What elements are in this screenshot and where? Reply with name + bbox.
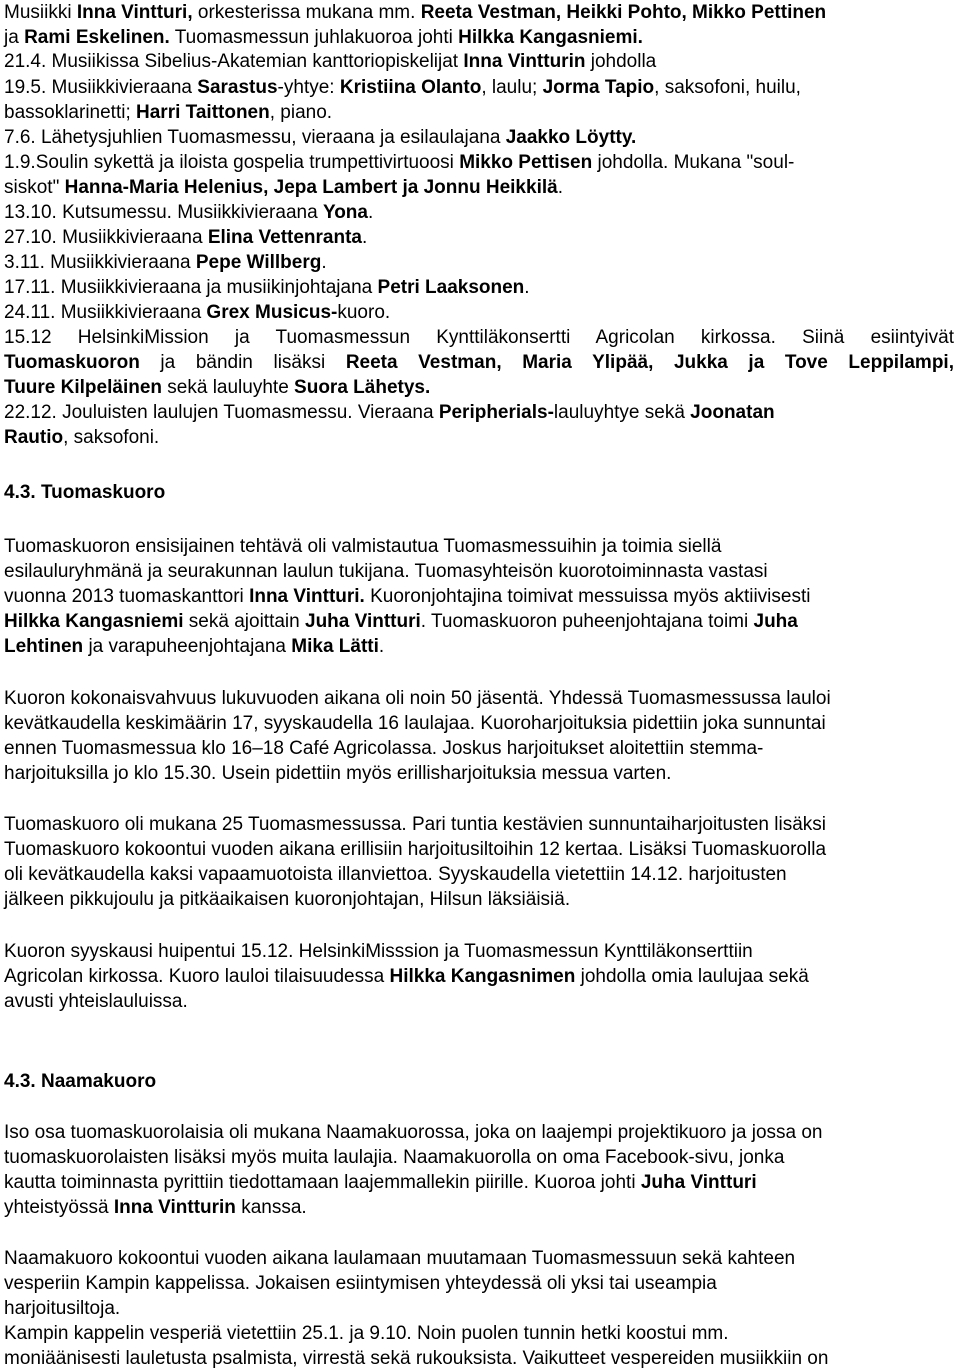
bold-text-run: Reeta Vestman, Heikki Pohto, Mikko Pettinen	[420, 2, 827, 23]
line-28	[4, 762, 671, 786]
text-run: esilauluryhmänä ja seurakunnan laulun tukijana. Tuomasyhteisön kuorotoiminnasta vastasi	[4, 561, 768, 582]
bold-text-run: Sarastus	[197, 77, 278, 98]
bold-text-run: Joonatan	[690, 402, 775, 423]
text-run: 3.11. Musiikkivieraana	[4, 252, 196, 273]
text-run: 4.3. Naamakuoro	[4, 1071, 157, 1092]
text-run: , saksofoni, huilu,	[654, 77, 801, 98]
line-43	[4, 1297, 120, 1321]
line-7	[4, 151, 794, 175]
text-run: kautta toiminnasta pyrittiin tiedottamaan laajemmallekin piirille. Kuoroa johti	[4, 1172, 641, 1193]
bold-text-run: Suora Lähetys.	[294, 377, 431, 398]
text-run: sekä lauluyhte	[162, 377, 295, 398]
bold-text-run: Rami Eskelinen.	[24, 27, 170, 48]
text-run: sekä ajoittain	[183, 611, 305, 632]
text-run: .	[524, 277, 530, 298]
line-12	[4, 276, 530, 300]
bold-text-run: Lehtinen	[4, 636, 84, 657]
text-run: kevätkaudella keskimäärin 17, syyskaudella 16 laulajaa. Kuoroharjoituksia pidettiin joka sunnuntai	[4, 713, 826, 734]
line-42	[4, 1272, 717, 1296]
line-17	[4, 401, 775, 425]
bold-text-run: Harri Taittonen	[136, 102, 270, 123]
text-run: Musiikki	[4, 2, 77, 23]
line-25	[4, 687, 831, 711]
text-run: 15.12 HelsinkiMission ja Tuomasmessun Kynttiläkonsertti Agricolan kirkossa. Siinä esiintyivät	[4, 327, 954, 348]
text-run: 17.11. Musiikkivieraana ja musiikinjohtajana	[4, 277, 378, 298]
line-34	[4, 965, 809, 989]
bold-text-run: Mika Lätti	[291, 636, 379, 657]
bold-text-run: Rautio	[4, 427, 64, 448]
line-29	[4, 813, 826, 837]
line-13	[4, 301, 390, 325]
bold-text-run: Inna Vintturin	[113, 1197, 236, 1218]
line-18	[4, 426, 159, 450]
line-44	[4, 1322, 729, 1346]
bold-text-run: Hilkka Kangasniemi.	[458, 27, 643, 48]
text-run: 21.4. Musiikissa Sibelius-Akatemian kanttoriopiskelijat	[4, 51, 464, 72]
bold-text-run: Tuure Kilpeläinen	[4, 377, 163, 398]
text-run: johdolla. Mukana "soul-	[592, 152, 795, 173]
bold-text-run: Kristiina Olanto	[339, 77, 482, 98]
text-run: 1.9.Soulin sykettä ja iloista gospelia trumpettivirtuoosi	[4, 152, 460, 173]
bold-text-run: Mikko Pettisen	[459, 152, 593, 173]
line-11	[4, 251, 327, 275]
line-45	[4, 1347, 828, 1371]
line-15	[4, 351, 954, 375]
text-run: avusti yhteislauluissa.	[4, 991, 188, 1012]
text-run: kanssa.	[235, 1197, 307, 1218]
line-14	[4, 326, 954, 350]
bold-text-run: Tuomaskuoron	[4, 352, 140, 373]
bold-text-run: Petri Laaksonen	[377, 277, 525, 298]
text-run: , saksofoni.	[63, 427, 160, 448]
line-5	[4, 101, 332, 125]
text-run: ja	[4, 27, 25, 48]
text-run: .	[557, 177, 563, 198]
text-run: Kuoron kokonaisvahvuus lukuvuoden aikana oli noin 50 jäsentä. Yhdessä Tuomasmessussa lauloi	[4, 688, 831, 709]
bold-text-run: Juha Vintturi	[305, 611, 421, 632]
text-run: harjoituksilla jo klo 15.30. Usein pidettiin myös erillisharjoituksia messua varten.	[4, 763, 672, 784]
line-16	[4, 376, 430, 400]
text-run: orkesterissa mukana mm.	[192, 2, 421, 23]
line-8	[4, 176, 563, 200]
line-39	[4, 1171, 757, 1195]
text-run: bassoklarinetti;	[4, 102, 137, 123]
text-run: yhteistyössä	[4, 1197, 114, 1218]
text-run: vuonna 2013 tuomaskanttori	[4, 586, 250, 607]
line-21	[4, 560, 768, 584]
text-run: harjoitusiltoja.	[4, 1298, 121, 1319]
bold-text-run: Grex Musicus-	[206, 302, 338, 323]
bold-text-run: Juha	[753, 611, 798, 632]
text-run: Tuomaskuoron ensisijainen tehtävä oli valmistautua Tuomasmessuihin ja toimia siellä	[4, 536, 722, 557]
text-run: .	[378, 636, 385, 657]
text-run: 27.10. Musiikkivieraana	[4, 227, 208, 248]
bold-text-run: Yona	[322, 202, 368, 223]
bold-text-run: Juha Vintturi	[640, 1172, 757, 1193]
text-run: oli kevätkaudella kaksi vapaamuotoista illanviettoa. Syyskaudella vietettiin 14.12. harjoitusten	[4, 864, 787, 885]
text-run: johdolla	[585, 51, 657, 72]
bold-text-run: Elina Vettenranta	[207, 227, 362, 248]
text-run: Tuomasmessun juhlakuoroa johti	[169, 27, 459, 48]
text-run: Tuomaskuoro kokoontui vuoden aikana erillisiin harjoitusiltoihin 12 kertaa. Lisäksi Tuomaskuorolla	[4, 839, 827, 860]
text-run: 22.12. Jouluisten laulujen Tuomasmessu. Vieraana	[4, 402, 439, 423]
text-run: Agricolan kirkossa. Kuoro lauloi tilaisuudessa	[4, 966, 390, 987]
line-23	[4, 610, 798, 634]
line-40	[4, 1196, 307, 1220]
text-run: 19.5. Musiikkivieraana	[4, 77, 198, 98]
line-1	[4, 1, 826, 25]
bold-text-run: Inna Vintturin	[463, 51, 586, 72]
line-38	[4, 1146, 784, 1170]
line-31	[4, 863, 787, 887]
line-32	[4, 888, 570, 912]
text-run: ja bändin lisäksi	[139, 352, 346, 373]
text-run: lauluyhtye sekä	[553, 402, 691, 423]
line-24	[4, 635, 384, 659]
line-35	[4, 990, 188, 1014]
line-20	[4, 535, 721, 559]
text-run: -yhtye:	[277, 77, 340, 98]
text-run: tuomaskuorolaisten lisäksi myös muita laulajia. Naamakuorolla on oma Facebook-sivu, jonka	[4, 1147, 785, 1168]
text-run: moniäänisesti lauletusta psalmista, virrestä sekä rukouksista. Vaikutteet vespereiden musiikkiin on	[4, 1348, 829, 1369]
text-run: 24.11. Musiikkivieraana	[4, 302, 207, 323]
line-9	[4, 201, 373, 225]
text-run: Tuomaskuoro oli mukana 25 Tuomasmessussa. Pari tuntia kestävien sunnuntaiharjoitusten lisäksi	[4, 814, 826, 835]
text-run: .	[367, 202, 374, 223]
text-run: vesperiin Kampin kappelissa. Jokaisen esiintymisen yhteydessä oli yksi tai useampia	[4, 1273, 717, 1294]
text-run: ennen Tuomasmessua klo 16–18 Café Agricolassa. Joskus harjoitukset aloitettiin stemma-	[4, 738, 764, 759]
line-10	[4, 226, 367, 250]
line-30	[4, 838, 826, 862]
text-run: jälkeen pikkujoulu ja pitkäaikaisen kuoronjohtajan, Hilsun läksiäisiä.	[4, 889, 571, 910]
bold-text-run: Hilkka Kangasnimen	[389, 966, 576, 987]
text-run: johdolla omia laulujaa sekä	[575, 966, 809, 987]
text-run: kuoro.	[337, 302, 391, 323]
bold-text-run: Hanna-Maria Helenius, Jepa Lambert ja Jonnu Heikkilä	[64, 177, 558, 198]
section-heading-naamakuoro	[4, 1070, 156, 1094]
text-run: , piano.	[269, 102, 333, 123]
text-run: . Tuomaskuoron puheenjohtajana toimi	[420, 611, 754, 632]
section-heading-tuomaskuoro	[4, 481, 165, 505]
text-run: Iso osa tuomaskuorolaisia oli mukana Naamakuorossa, joka on laajempi projektikuoro ja jossa on	[4, 1122, 823, 1143]
text-run: Kampin kappelin vesperiä vietettiin 25.1. ja 9.10. Noin puolen tunnin hetki koostui mm.	[4, 1323, 729, 1344]
text-run: .	[362, 227, 368, 248]
line-27	[4, 737, 763, 761]
line-33	[4, 940, 753, 964]
text-run: Kuoron syyskausi huipentui 15.12. HelsinkiMisssion ja Tuomasmessun Kynttiläkonserttiin	[4, 941, 753, 962]
line-26	[4, 712, 826, 736]
bold-text-run: Peripherials-	[438, 402, 554, 423]
text-run: 7.6. Lähetysjuhlien Tuomasmessu, vieraana ja esilaulajana	[4, 127, 506, 148]
text-run: ja varapuheenjohtajana	[83, 636, 292, 657]
text-run: , laulu;	[481, 77, 543, 98]
text-run: siskot"	[4, 177, 65, 198]
line-4	[4, 76, 801, 100]
line-2	[4, 26, 643, 50]
text-run: 4.3. Tuomaskuoro	[4, 482, 166, 503]
line-6	[4, 126, 636, 150]
bold-text-run: Jorma Tapio	[542, 77, 655, 98]
bold-text-run: Inna Vintturi.	[249, 586, 365, 607]
bold-text-run: Pepe Willberg	[195, 252, 322, 273]
line-22	[4, 585, 810, 609]
text-run: Naamakuoro kokoontui vuoden aikana laulamaan muutamaan Tuomasmessuun sekä kahteen	[4, 1248, 796, 1269]
text-run: 13.10. Kutsumessu. Musiikkivieraana	[4, 202, 323, 223]
text-run: Kuoronjohtajina toimivat messuissa myös aktiivisesti	[364, 586, 811, 607]
bold-text-run: Hilkka Kangasniemi	[4, 611, 184, 632]
line-41	[4, 1247, 795, 1271]
bold-text-run: Inna Vintturi,	[76, 2, 193, 23]
text-run: .	[321, 252, 327, 273]
line-37	[4, 1121, 822, 1145]
bold-text-run: Jaakko Löytty.	[505, 127, 637, 148]
line-3	[4, 50, 656, 74]
bold-text-run: Reeta Vestman, Maria Ylipää, Jukka ja Tove Leppilampi,	[345, 352, 954, 373]
